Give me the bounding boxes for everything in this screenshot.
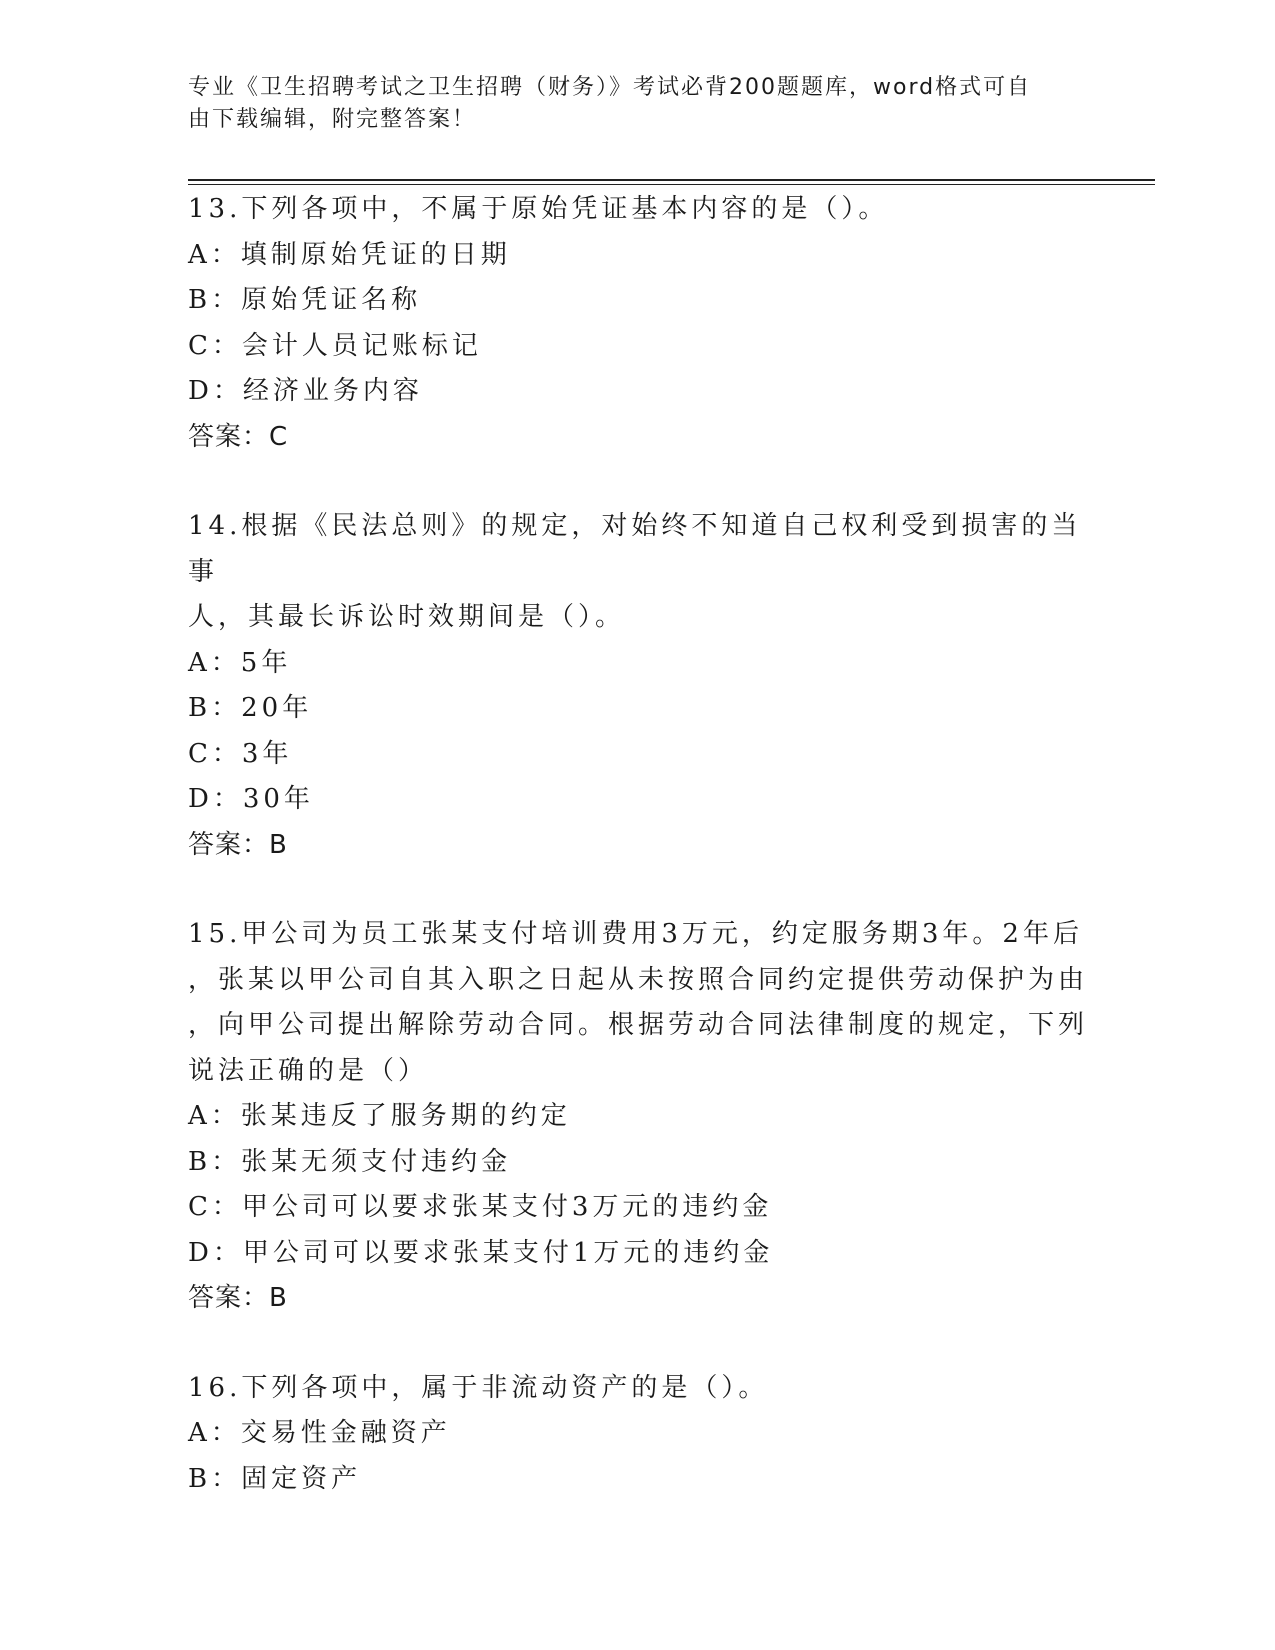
option-d: D：经济业务内容 (188, 376, 423, 406)
option-a: A：交易性金融资产 (188, 1418, 451, 1448)
header-divider-thick (188, 179, 1155, 181)
option-b: B：固定资产 (188, 1463, 362, 1494)
answer-line: 答案：C (188, 421, 289, 452)
option-c: C：会计人员记账标记 (188, 330, 482, 361)
question-text: ，向甲公司提出解除劳动合同。根据劳动合同法律制度的规定，下列 (188, 1010, 1089, 1040)
option-d: D：甲公司可以要求张某支付1万元的违约金 (188, 1237, 774, 1268)
question-15 (188, 912, 1088, 1322)
question-text: 15.甲公司为员工张某支付培训费用3万元，约定服务期3年。2年后 (188, 919, 1083, 949)
option-c: C：3年 (188, 738, 293, 769)
option-b: B：20年 (188, 693, 313, 723)
question-13 (188, 187, 1088, 460)
header-divider-thin (188, 184, 1155, 185)
question-text: 13.下列各项中，不属于原始凭证基本内容的是（）。 (188, 194, 889, 224)
header-line-2: 由下载编辑，附完整答案！ (188, 107, 477, 132)
option-a: A：填制原始凭证的日期 (188, 239, 511, 270)
question-14 (188, 504, 1088, 868)
option-c: C：甲公司可以要求张某支付3万元的违约金 (188, 1192, 773, 1222)
question-text: 说法正确的是（） (188, 1055, 429, 1086)
question-text: 14.根据《民法总则》的规定，对始终不知道自己权利受到损害的当事 (188, 511, 1082, 587)
answer-line: 答案：B (188, 1283, 288, 1313)
question-text: ，张某以甲公司自其入职之日起从未按照合同约定提供劳动保护为由 (188, 964, 1089, 995)
question-text: 人，其最长诉讼时效期间是（）。 (188, 602, 626, 632)
option-a: A：5年 (188, 647, 292, 678)
option-b: B：原始凭证名称 (188, 285, 422, 315)
answer-line: 答案：B (188, 829, 288, 860)
option-a: A：张某违反了服务期的约定 (188, 1101, 571, 1131)
header-line-1: 专业《卫生招聘考试之卫生招聘（财务）》考试必背200题题库，word格式可自 (188, 75, 1032, 100)
question-16 (188, 1366, 1088, 1503)
question-list (188, 187, 1088, 1546)
option-b: B：张某无须支付违约金 (188, 1146, 512, 1177)
document-header (188, 72, 1068, 136)
option-d: D：30年 (188, 784, 314, 814)
question-text: 16.下列各项中，属于非流动资产的是（）。 (188, 1372, 769, 1403)
